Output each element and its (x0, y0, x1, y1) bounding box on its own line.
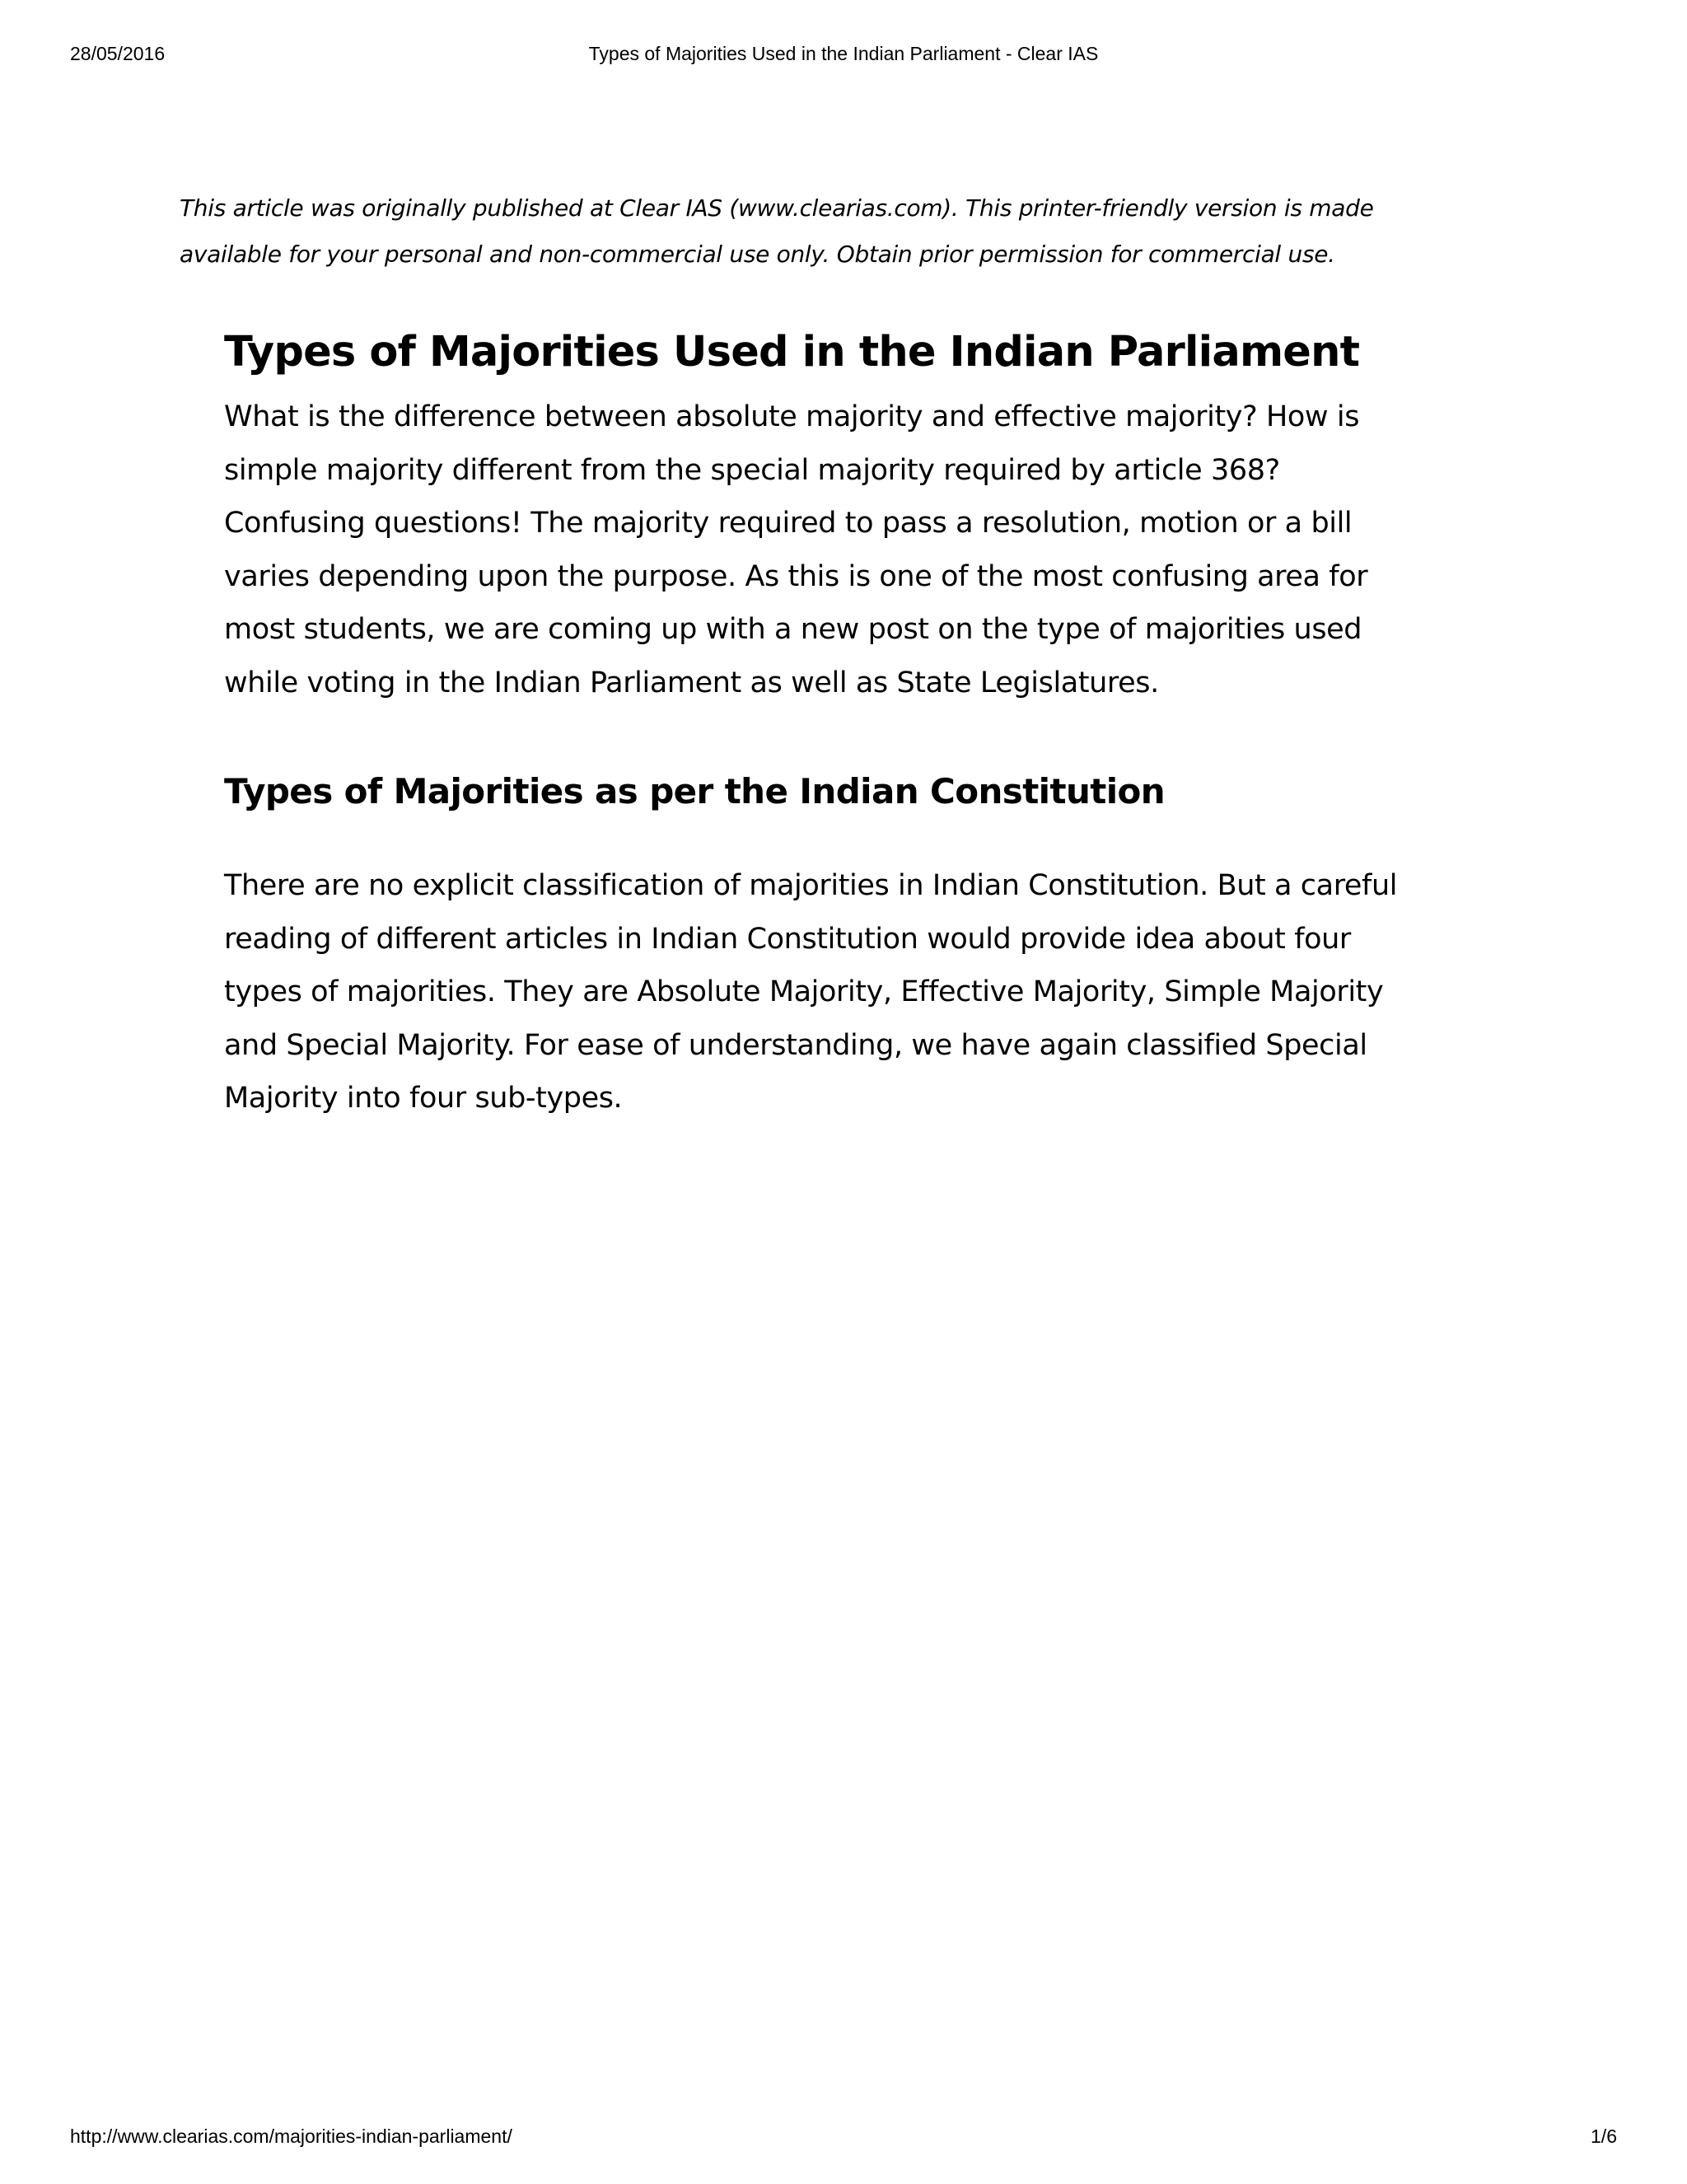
print-page-number: 1/6 (1591, 2126, 1617, 2147)
section-line: reading of different articles in Indian Constitution would provide idea about four (224, 922, 1351, 956)
article (224, 320, 1476, 1125)
intro-line: simple majority different from the special majority required by article 368? (224, 453, 1280, 487)
intro-line: while voting in the Indian Parliament as well as State Legislatures. (224, 666, 1159, 699)
notice-line: This article was originally published at Clear IAS (www.clearias.com). This printer-friendly version is made (180, 194, 1374, 222)
publication-notice (180, 185, 1465, 278)
section-heading: Types of Majorities as per the Indian Constitution (224, 771, 1166, 811)
section-line: Majority into four sub-types. (224, 1082, 623, 1115)
intro-paragraph (224, 391, 1476, 709)
print-date: 28/05/2016 (70, 43, 166, 64)
section-line: and Special Majority. For ease of understanding, we have again classified Special (224, 1028, 1367, 1062)
section-paragraph (224, 859, 1476, 1125)
section-line: There are no explicit classification of majorities in Indian Constitution. But a careful (224, 869, 1398, 902)
article-title: Types of Majorities Used in the Indian Parliament (224, 328, 1360, 376)
print-page-title: Types of Majorities Used in the Indian Parliament - Clear IAS (588, 43, 1099, 64)
intro-line: Confusing questions! The majority required to pass a resolution, motion or a bill (224, 507, 1353, 540)
intro-line: most students, we are coming up with a new post on the type of majorities used (224, 613, 1362, 646)
print-source-url: http://www.clearias.com/majorities-indian-parliament/ (70, 2126, 512, 2147)
section-line: types of majorities. They are Absolute Majority, Effective Majority, Simple Majority (224, 975, 1384, 1008)
intro-line: What is the difference between absolute majority and effective majority? How is (224, 400, 1360, 433)
notice-line: available for your personal and non-commercial use only. Obtain prior permission for commercial use. (180, 241, 1335, 268)
intro-line: varies depending upon the purpose. As this is one of the most confusing area for (224, 559, 1368, 593)
